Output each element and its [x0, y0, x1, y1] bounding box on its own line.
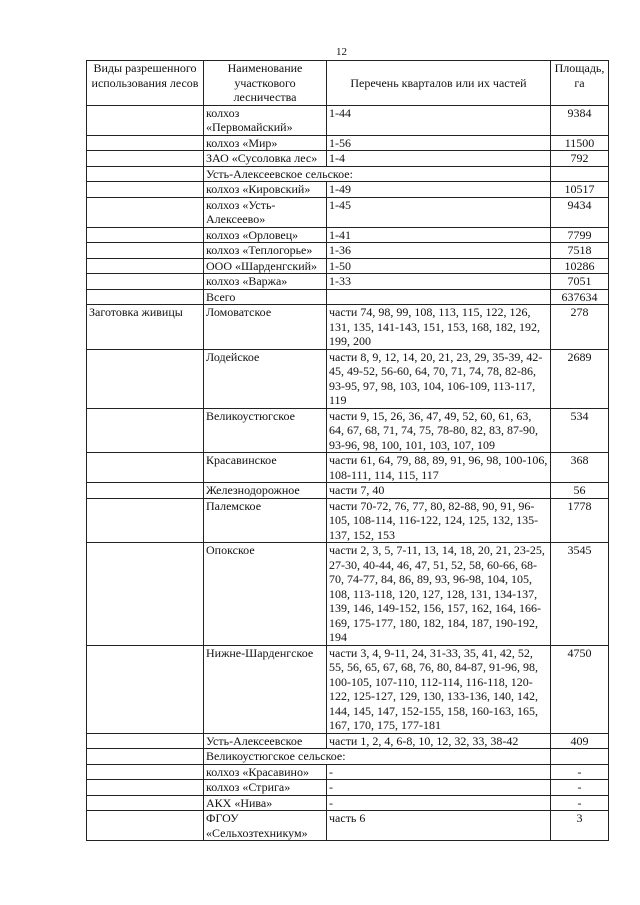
- table-row: [87, 305, 609, 350]
- table-row: [87, 780, 609, 796]
- quarters-cell: 1-33: [327, 274, 551, 290]
- empty-cell: [87, 135, 204, 151]
- table-row: [87, 764, 609, 780]
- quarters-cell: части 9, 15, 26, 36, 47, 49, 52, 60, 61, 63, 64, 67, 68, 71, 74, 75, 78-80, 82, 83, 87-90, 93-96, 98, 100, 101, 103, 107, 109: [327, 408, 551, 453]
- district-cell: Опокское: [204, 543, 327, 646]
- area-cell: -: [551, 795, 609, 811]
- table-row: [87, 289, 609, 305]
- district-cell: колхоз «Орловец»: [204, 227, 327, 243]
- table-row: [87, 166, 609, 182]
- district-cell: Красавинское: [204, 453, 327, 483]
- area-cell: 3: [551, 811, 609, 841]
- empty-cell: [87, 166, 204, 182]
- area-cell: 7518: [551, 243, 609, 259]
- table-row: [87, 733, 609, 749]
- table-row: [87, 105, 609, 135]
- empty-cell: [87, 274, 204, 290]
- table-row: [87, 408, 609, 453]
- district-cell: Железнодорожное: [204, 483, 327, 499]
- table-row: [87, 645, 609, 733]
- header-area: Площадь, га: [551, 61, 609, 106]
- district-cell: колхоз «Кировский»: [204, 182, 327, 198]
- area-cell: 2689: [551, 349, 609, 408]
- empty-cell: [87, 105, 204, 135]
- table-row: [87, 543, 609, 646]
- table-row: [87, 135, 609, 151]
- area-cell: 7799: [551, 227, 609, 243]
- area-cell: 409: [551, 733, 609, 749]
- district-cell: ЗАО «Сусоловка лес»: [204, 151, 327, 167]
- empty-cell: [87, 811, 204, 841]
- empty-cell: [327, 289, 551, 305]
- quarters-cell: части 2, 3, 5, 7-11, 13, 14, 18, 20, 21, 23-25, 27-30, 40-44, 46, 47, 51, 52, 58, 60-66, 68-70, 74-77, 84, 86, 89, 93, 96-98, 104, 105, 108, 113-118, 120, 127, 128, 131, 134-137, 139, 146, 149-152, 156, 157, 162, 164, 166-169, 175-177, 180, 182, 184, 187, 190-192, 194: [327, 543, 551, 646]
- table-row: [87, 243, 609, 259]
- empty-cell: [87, 780, 204, 796]
- quarters-cell: -: [327, 780, 551, 796]
- district-cell: колхоз «Теплогорье»: [204, 243, 327, 259]
- empty-cell: [87, 349, 204, 408]
- area-cell: 1778: [551, 498, 609, 543]
- forest-use-table: [86, 60, 609, 841]
- table-row: [87, 197, 609, 227]
- quarters-cell: 1-4: [327, 151, 551, 167]
- quarters-cell: 1-45: [327, 197, 551, 227]
- quarters-cell: 1-49: [327, 182, 551, 198]
- district-cell: Ломоватское: [204, 305, 327, 350]
- quarters-cell: -: [327, 764, 551, 780]
- area-cell: 56: [551, 483, 609, 499]
- area-cell: 792: [551, 151, 609, 167]
- empty-cell: [87, 453, 204, 483]
- area-cell: 10286: [551, 258, 609, 274]
- empty-cell: [87, 543, 204, 646]
- use-type-cell: Заготовка живицы: [87, 305, 204, 350]
- table-row: [87, 151, 609, 167]
- empty-cell: [87, 258, 204, 274]
- empty-cell: [87, 197, 204, 227]
- empty-cell: [87, 498, 204, 543]
- table-row: [87, 811, 609, 841]
- quarters-cell: 1-36: [327, 243, 551, 259]
- quarters-cell: часть 6: [327, 811, 551, 841]
- table-row: [87, 453, 609, 483]
- area-cell: 10517: [551, 182, 609, 198]
- district-cell: Усть-Алексеевское: [204, 733, 327, 749]
- total-label: Всего: [204, 289, 327, 305]
- total-area: 637634: [551, 289, 609, 305]
- table-row: [87, 749, 609, 765]
- table-header-row: [87, 61, 609, 106]
- district-cell: ФГОУ «Сельхозтехникум»: [204, 811, 327, 841]
- empty-cell: [87, 645, 204, 733]
- area-cell: 4750: [551, 645, 609, 733]
- empty-cell: [87, 483, 204, 499]
- district-cell: колхоз «Первомайский»: [204, 105, 327, 135]
- quarters-cell: части 3, 4, 9-11, 24, 31-33, 35, 41, 42, 52, 55, 56, 65, 67, 68, 76, 80, 84-87, 91-96, 98, 100-105, 107-110, 112-114, 116-118, 120-122, 125-127, 129, 130, 133-136, 140, 142, 144, 145, 147, 152-155, 158, 160-163, 165, 167, 170, 175, 177-181: [327, 645, 551, 733]
- header-district: Наименование участкового лесничества: [204, 61, 327, 106]
- table-row: [87, 227, 609, 243]
- district-cell: АКХ «Нива»: [204, 795, 327, 811]
- table-row: [87, 483, 609, 499]
- quarters-cell: части 70-72, 76, 77, 80, 82-88, 90, 91, 96-105, 108-114, 116-122, 124, 125, 132, 135-137, 152, 153: [327, 498, 551, 543]
- area-cell: 3545: [551, 543, 609, 646]
- header-quarters: Перечень кварталов или их частей: [327, 61, 551, 106]
- district-cell: колхоз «Красавино»: [204, 764, 327, 780]
- quarters-cell: части 1, 2, 4, 6-8, 10, 12, 32, 33, 38-42: [327, 733, 551, 749]
- empty-cell: [87, 764, 204, 780]
- district-cell: Палемское: [204, 498, 327, 543]
- area-cell: 9384: [551, 105, 609, 135]
- table-row: [87, 258, 609, 274]
- empty-cell: [551, 166, 609, 182]
- quarters-cell: 1-41: [327, 227, 551, 243]
- quarters-cell: части 74, 98, 99, 108, 113, 115, 122, 126, 131, 135, 141-143, 151, 153, 168, 182, 192, 199, 200: [327, 305, 551, 350]
- table-row: [87, 498, 609, 543]
- empty-cell: [87, 227, 204, 243]
- empty-cell: [87, 289, 204, 305]
- table-row: [87, 795, 609, 811]
- empty-cell: [87, 795, 204, 811]
- area-cell: 9434: [551, 197, 609, 227]
- area-cell: 534: [551, 408, 609, 453]
- table-row: [87, 349, 609, 408]
- header-use: Виды разрешенного использования лесов: [87, 61, 204, 106]
- empty-cell: [87, 243, 204, 259]
- district-cell: Великоустюгское: [204, 408, 327, 453]
- page-number: 12: [336, 46, 347, 58]
- group-label-cell: Усть-Алексеевское сельское:: [204, 166, 551, 182]
- empty-cell: [87, 408, 204, 453]
- district-cell: колхоз «Варжа»: [204, 274, 327, 290]
- quarters-cell: части 8, 9, 12, 14, 20, 21, 23, 29, 35-39, 42-45, 49-52, 56-60, 64, 70, 71, 74, 78, 82-86, 93-95, 97, 98, 103, 104, 106-109, 113-117, 119: [327, 349, 551, 408]
- empty-cell: [551, 749, 609, 765]
- area-cell: 368: [551, 453, 609, 483]
- table-row: [87, 274, 609, 290]
- district-cell: ООО «Шарденгский»: [204, 258, 327, 274]
- quarters-cell: 1-44: [327, 105, 551, 135]
- district-cell: Лодейское: [204, 349, 327, 408]
- empty-cell: [87, 151, 204, 167]
- area-cell: 7051: [551, 274, 609, 290]
- group-label-cell: Великоустюгское сельское:: [204, 749, 551, 765]
- area-cell: 11500: [551, 135, 609, 151]
- quarters-cell: части 7, 40: [327, 483, 551, 499]
- empty-cell: [87, 182, 204, 198]
- district-cell: колхоз «Усть-Алексеево»: [204, 197, 327, 227]
- district-cell: колхоз «Стрига»: [204, 780, 327, 796]
- empty-cell: [87, 749, 204, 765]
- area-cell: -: [551, 764, 609, 780]
- quarters-cell: -: [327, 795, 551, 811]
- area-cell: 278: [551, 305, 609, 350]
- area-cell: -: [551, 780, 609, 796]
- quarters-cell: 1-50: [327, 258, 551, 274]
- table-row: [87, 182, 609, 198]
- district-cell: Нижне-Шарденгское: [204, 645, 327, 733]
- empty-cell: [87, 733, 204, 749]
- district-cell: колхоз «Мир»: [204, 135, 327, 151]
- quarters-cell: 1-56: [327, 135, 551, 151]
- quarters-cell: части 61, 64, 79, 88, 89, 91, 96, 98, 100-106, 108-111, 114, 115, 117: [327, 453, 551, 483]
